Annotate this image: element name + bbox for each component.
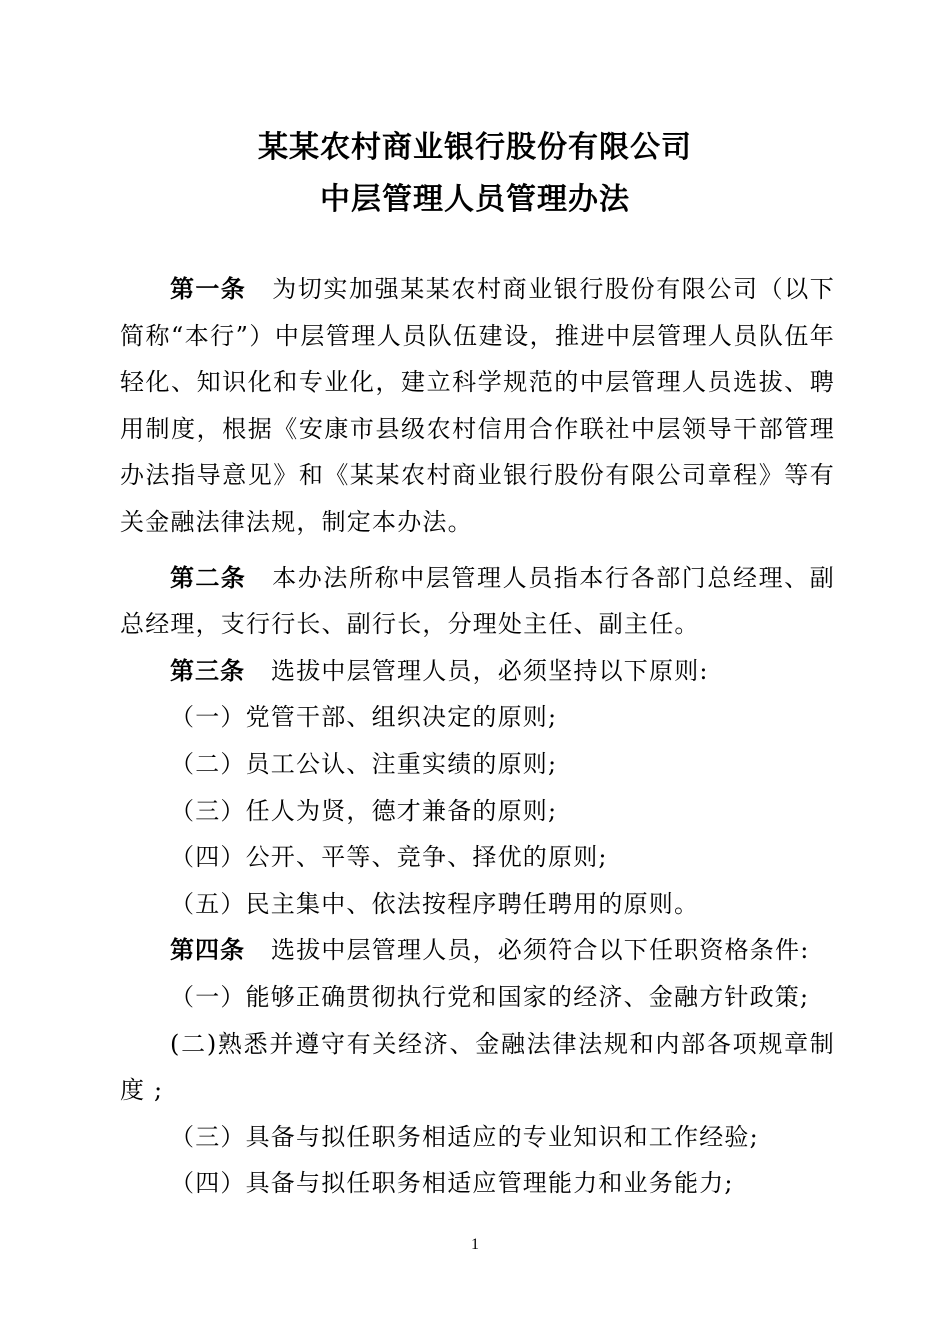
article-4-item: (二)熟悉并遵守有关经济、金融法律法规和内部各项规章制度 ; — [120, 1029, 835, 1105]
article-3-item: （五）民主集中、依法按程序聘任聘用的原则。 — [170, 889, 700, 918]
document-body — [120, 266, 835, 1207]
article-3-item: （一）党管干部、组织决定的原则; — [170, 703, 558, 732]
article-3 — [120, 648, 835, 695]
article-3-label: 第三条 — [170, 655, 245, 685]
article-4-label: 第四条 — [170, 935, 245, 965]
article-2-text: 本办法所称中层管理人员指本行各部门总经理、副总经理，支行行长、副行长，分理处主任、副主任。 — [120, 563, 835, 639]
article-2 — [120, 555, 835, 648]
article-3-item: （四）公开、平等、竞争、择优的原则; — [170, 843, 608, 872]
article-1-text: 为切实加强某某农村商业银行股份有限公司（以下简称“本行”）中层管理人员队伍建设，推进中层管理人员队伍年轻化、知识化和专业化，建立科学规范的中层管理人员选拔、聘用制度，根据《安康市县级农村信用合作联社中层领导干部管理办法指导意见》和《某某农村商业银行股份有限公司章程》等有关金融法律法规，制定本办法。 — [120, 275, 835, 536]
article-2-label: 第二条 — [170, 562, 247, 592]
article-3-item: （二）员工公认、注重实绩的原则; — [170, 749, 558, 778]
document-title-line2: 中层管理人员管理办法 — [320, 182, 630, 217]
article-3-text: 选拔中层管理人员，必须坚持以下原则: — [271, 656, 709, 685]
article-4-item: （四）具备与拟任职务相适应管理能力和业务能力; — [170, 1169, 734, 1198]
article-4-item: （三）具备与拟任职务相适应的专业知识和工作经验; — [170, 1122, 759, 1151]
article-1-label: 第一条 — [170, 274, 247, 303]
article-4-text: 选拔中层管理人员，必须符合以下任职资格条件: — [271, 936, 810, 965]
document-title-line1: 某某农村商业银行股份有限公司 — [258, 130, 692, 165]
article-4 — [120, 927, 835, 974]
article-1 — [120, 266, 835, 546]
page-number: 1 — [471, 1236, 479, 1253]
article-3-item: （三）任人为贤，德才兼备的原则; — [170, 796, 558, 825]
article-4-item: （一）能够正确贯彻执行党和国家的经济、金融方针政策; — [170, 982, 810, 1011]
